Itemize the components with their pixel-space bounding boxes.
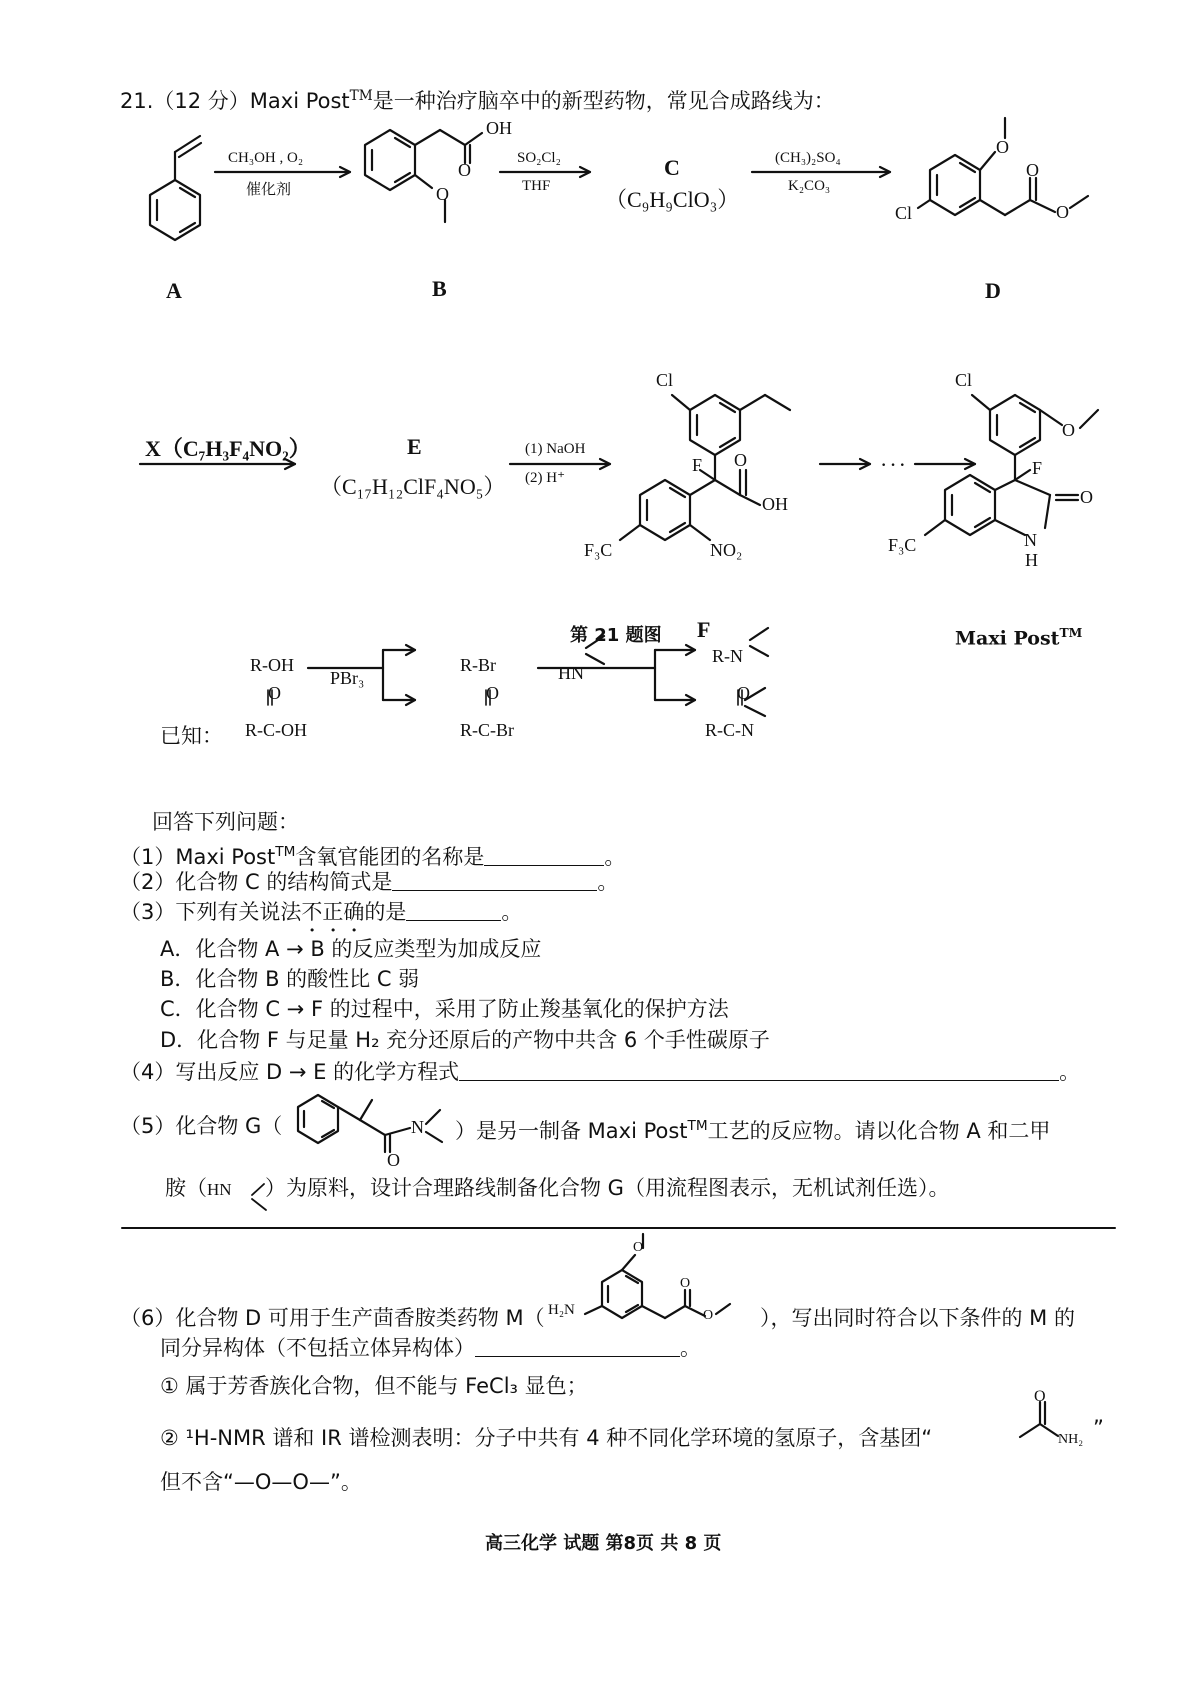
- b-o-ether-label: O: [436, 184, 449, 204]
- step5-reagent-bottom: (2) H⁺: [525, 470, 565, 486]
- compound-f-label: F: [697, 617, 711, 642]
- q5-text-b: ）是另一制备 Maxi Post: [455, 1119, 688, 1143]
- q6-answer-blank[interactable]: [475, 1336, 680, 1357]
- q6-end: 。: [680, 1336, 701, 1360]
- known-o-label-2: O: [486, 683, 499, 703]
- known-pbr3: PBr₃: [330, 668, 365, 688]
- b-o-carbonyl-label: O: [458, 160, 471, 180]
- g-n-label: N: [411, 1117, 424, 1137]
- g-o-label: O: [387, 1150, 400, 1170]
- q3-text-a: （3）下列有关说法: [120, 900, 302, 924]
- f-f-label: F: [692, 455, 703, 475]
- ellipsis-dots: ···: [880, 452, 908, 477]
- tm-mark: TM: [349, 88, 373, 104]
- known-o-label-1: O: [268, 683, 281, 703]
- d-o-ester-label: O: [1056, 202, 1069, 222]
- question-6-prefix: （6）化合物 D 可用于生产茴香胺类药物 M（: [120, 1306, 545, 1330]
- compound-a-label: A: [166, 278, 182, 303]
- q3-end: 。: [501, 900, 523, 924]
- q3-text-b: 的是: [364, 900, 407, 924]
- d-cl-label: Cl: [895, 203, 913, 223]
- q4-end: 。: [1059, 1060, 1081, 1084]
- condition-2-close: ”: [1093, 1416, 1104, 1440]
- known-o-label-3: O: [737, 683, 750, 703]
- condition-2: ② ¹H-NMR 谱和 IR 谱检测表明：分子中共有 4 种不同化学环境的氢原子，含基团“: [160, 1426, 933, 1450]
- compound-m-structure: [585, 1234, 730, 1318]
- compound-f-structure: [620, 395, 790, 540]
- f-cl-label: Cl: [656, 370, 674, 390]
- m-h2n-label: H₂N: [548, 1302, 575, 1318]
- q4-answer-blank[interactable]: [459, 1060, 1059, 1081]
- mp-cl-label: Cl: [955, 370, 973, 390]
- page-footer: 高三化学 试题 第8页 共 8 页: [485, 1533, 722, 1554]
- question-4: [120, 1058, 1080, 1086]
- q1-tm: TM: [275, 844, 296, 860]
- question-2: [120, 868, 618, 896]
- step2-reagent-top: SO₂Cl₂: [517, 150, 561, 166]
- m-o-ether-label: O: [633, 1240, 644, 1255]
- f-no2-label: NO₂: [710, 540, 743, 560]
- q5-text-e: ）为原料，设计合理路线制备化合物 G（用流程图表示，无机试剂任选）。: [265, 1176, 950, 1200]
- option-c: C．化合物 C → F 的过程中，采用了防止羧基氧化的保护方法: [160, 997, 729, 1021]
- condition-1: ① 属于芳香族化合物，但不能与 FeCl₃ 显色；: [160, 1374, 588, 1398]
- maxipost-name: Maxi Post: [955, 627, 1060, 650]
- compound-d-structure: [918, 118, 1088, 215]
- q1-answer-blank[interactable]: [484, 845, 604, 866]
- m-o-ester-label: O: [703, 1308, 714, 1323]
- step3-reagent-bottom: K₂CO₃: [788, 178, 831, 194]
- question-3: [120, 898, 522, 937]
- compound-e-label: E: [407, 434, 422, 459]
- q1-end: 。: [604, 845, 626, 869]
- step3-reagent-top: (CH₃)₂SO₄: [775, 150, 841, 166]
- option-b: B．化合物 B 的酸性比 C 弱: [160, 967, 420, 991]
- reagent-x: X（C₇H₃F₄NO₂）: [145, 436, 311, 461]
- f-oh-label: OH: [762, 494, 788, 514]
- mp-o-ether-label: O: [1062, 420, 1075, 440]
- question-6-text: ），写出同时符合以下条件的 M 的: [760, 1306, 1075, 1330]
- mp-f3c-label: F₃C: [888, 535, 917, 555]
- question-number: 21.（12 分）Maxi Post: [120, 89, 350, 113]
- amide-fragment-structure: [1020, 1402, 1058, 1437]
- q5-tm: TM: [687, 1118, 708, 1134]
- q5-text-c: 工艺的反应物。请以化合物 A 和二甲: [707, 1119, 1051, 1143]
- d-o-carbonyl-label: O: [1026, 160, 1039, 180]
- compound-e-formula: （C₁₇H₁₂ClF₄NO₅）: [320, 474, 506, 499]
- question-5-line2: [165, 1174, 949, 1204]
- q3-answer-blank[interactable]: [406, 900, 501, 921]
- step2-reagent-bottom: THF: [522, 178, 551, 194]
- step1-reagent-bottom: 催化剂: [246, 182, 292, 198]
- figure-caption: 第 21 题图: [570, 625, 662, 646]
- question-5-prefix: （5）化合物 G（: [120, 1114, 283, 1138]
- q3-emphasis: 不正确: [301, 900, 365, 924]
- f-o-carbonyl-label: O: [734, 450, 747, 470]
- compound-c-formula: （C₉H₉ClO₃）: [605, 187, 740, 212]
- mp-h-label: H: [1025, 550, 1038, 570]
- q1-text: 含氧官能团的名称是: [295, 845, 485, 869]
- compound-c-label: C: [664, 155, 680, 180]
- condition-3: 但不含“—O—O—”。: [160, 1470, 362, 1494]
- q2-end: 。: [597, 870, 619, 894]
- m-o-carbonyl-label: O: [680, 1276, 691, 1291]
- option-a: A．化合物 A → B 的反应类型为加成反应: [160, 937, 542, 961]
- q2-answer-blank[interactable]: [392, 870, 597, 891]
- compound-d-label: D: [985, 278, 1001, 303]
- question-5-text: [455, 1112, 1050, 1145]
- answer-intro: 回答下列问题：: [152, 810, 299, 834]
- maxipost-tm: TM: [1059, 625, 1083, 640]
- step5-reagent-top: (1) NaOH: [525, 441, 586, 457]
- d-o-ether-label: O: [996, 137, 1009, 157]
- known-r-br: R-Br: [460, 655, 496, 675]
- known-r-oh: R-OH: [250, 655, 294, 675]
- question-6-line2: [160, 1334, 701, 1362]
- question-header: [120, 82, 835, 115]
- mp-o-carbonyl-label: O: [1080, 487, 1093, 507]
- known-r-cooh: R-C-OH: [245, 720, 307, 740]
- f-f3c-label: F₃C: [584, 540, 613, 560]
- known-r-cobr: R-C-Br: [460, 720, 514, 740]
- step1-reagent-top: CH₃OH , O₂: [228, 150, 304, 166]
- known-r-con: R-C-N: [705, 720, 754, 740]
- mp-n-label: N: [1024, 530, 1037, 550]
- q1-prefix: （1）Maxi Post: [120, 845, 276, 869]
- q6-text-c: 同分异构体（不包括立体异构体）: [160, 1336, 475, 1360]
- known-hn: HN: [558, 663, 584, 683]
- amide-o-label: O: [1034, 1388, 1046, 1405]
- mp-f-label: F: [1032, 458, 1043, 478]
- option-d: D．化合物 F 与足量 H₂ 充分还原后的产物中共含 6 个手性碳原子: [160, 1028, 770, 1052]
- known-label: 已知：: [160, 724, 223, 748]
- amide-nh2-label: NH₂: [1058, 1432, 1084, 1447]
- maxipost-label: [955, 619, 1082, 652]
- question-intro: 是一种治疗脑卒中的新型药物，常见合成路线为：: [372, 89, 835, 113]
- b-oh-label: OH: [486, 118, 512, 138]
- compound-b-label: B: [432, 276, 447, 301]
- q2-text: （2）化合物 C 的结构简式是: [120, 870, 393, 894]
- q5-text-d: 胺（: [165, 1176, 207, 1200]
- question-1: [120, 838, 625, 871]
- compound-a-structure: [150, 136, 201, 240]
- q4-text: （4）写出反应 D → E 的化学方程式: [120, 1060, 460, 1084]
- known-r-n: R-N: [712, 646, 743, 666]
- q5-hn: HN: [207, 1180, 232, 1199]
